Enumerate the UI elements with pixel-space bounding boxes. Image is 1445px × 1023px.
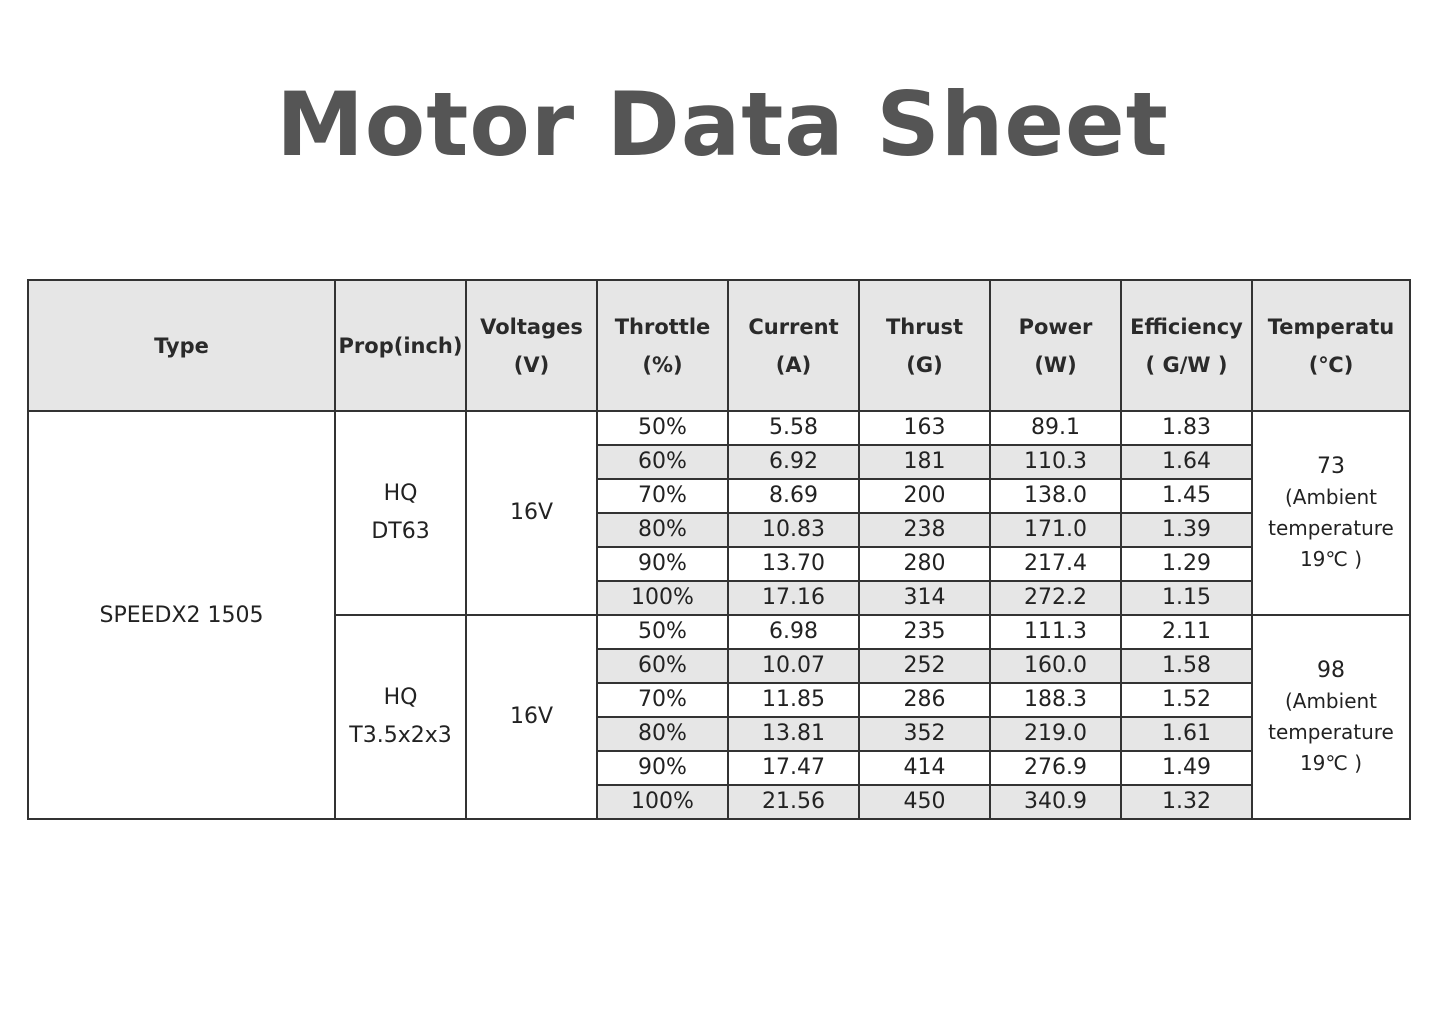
power-cell: 272.2 (990, 581, 1121, 615)
throttle-cell: 80% (597, 717, 728, 751)
efficiency-cell: 1.15 (1121, 581, 1252, 615)
thrust-cell: 238 (859, 513, 990, 547)
thrust-cell: 280 (859, 547, 990, 581)
throttle-cell: 70% (597, 683, 728, 717)
thrust-cell: 181 (859, 445, 990, 479)
header-voltages: Voltages (V) (466, 280, 597, 411)
efficiency-cell: 1.61 (1121, 717, 1252, 751)
thrust-cell: 314 (859, 581, 990, 615)
throttle-cell: 60% (597, 445, 728, 479)
header-prop: Prop(inch) (335, 280, 466, 411)
motor-type-cell: SPEEDX2 1505 (28, 411, 335, 819)
current-cell: 5.58 (728, 411, 859, 445)
current-cell: 10.07 (728, 649, 859, 683)
prop-cell: HQ T3.5x2x3 (335, 615, 466, 819)
efficiency-cell: 1.83 (1121, 411, 1252, 445)
header-temperature: Temperatu (℃) (1252, 280, 1410, 411)
voltage-cell: 16V (466, 411, 597, 615)
power-cell: 138.0 (990, 479, 1121, 513)
throttle-cell: 80% (597, 513, 728, 547)
thrust-cell: 163 (859, 411, 990, 445)
current-cell: 17.16 (728, 581, 859, 615)
current-cell: 11.85 (728, 683, 859, 717)
current-cell: 10.83 (728, 513, 859, 547)
efficiency-cell: 1.52 (1121, 683, 1252, 717)
power-cell: 171.0 (990, 513, 1121, 547)
power-cell: 276.9 (990, 751, 1121, 785)
header-power: Power (W) (990, 280, 1121, 411)
efficiency-cell: 1.29 (1121, 547, 1252, 581)
throttle-cell: 50% (597, 411, 728, 445)
power-cell: 110.3 (990, 445, 1121, 479)
thrust-cell: 235 (859, 615, 990, 649)
thrust-cell: 286 (859, 683, 990, 717)
header-current: Current (A) (728, 280, 859, 411)
power-cell: 340.9 (990, 785, 1121, 819)
header-throttle: Throttle (%) (597, 280, 728, 411)
temperature-cell: 73 (Ambient temperature 19℃ ) (1252, 411, 1410, 615)
throttle-cell: 70% (597, 479, 728, 513)
throttle-cell: 100% (597, 785, 728, 819)
power-cell: 219.0 (990, 717, 1121, 751)
thrust-cell: 414 (859, 751, 990, 785)
header-type: Type (28, 280, 335, 411)
current-cell: 13.81 (728, 717, 859, 751)
current-cell: 13.70 (728, 547, 859, 581)
prop-cell: HQ DT63 (335, 411, 466, 615)
header-thrust: Thrust (G) (859, 280, 990, 411)
motor-data-table (27, 279, 1411, 820)
throttle-cell: 90% (597, 547, 728, 581)
efficiency-cell: 1.32 (1121, 785, 1252, 819)
efficiency-cell: 1.49 (1121, 751, 1252, 785)
table-row (28, 411, 1410, 445)
power-cell: 188.3 (990, 683, 1121, 717)
page-title: Motor Data Sheet (276, 73, 1169, 176)
efficiency-cell: 1.45 (1121, 479, 1252, 513)
thrust-cell: 200 (859, 479, 990, 513)
temperature-cell: 98 (Ambient temperature 19℃ ) (1252, 615, 1410, 819)
power-cell: 217.4 (990, 547, 1121, 581)
throttle-cell: 100% (597, 581, 728, 615)
current-cell: 21.56 (728, 785, 859, 819)
throttle-cell: 60% (597, 649, 728, 683)
header-efficiency: Efficiency ( G/W ) (1121, 280, 1252, 411)
current-cell: 8.69 (728, 479, 859, 513)
thrust-cell: 352 (859, 717, 990, 751)
throttle-cell: 90% (597, 751, 728, 785)
efficiency-cell: 1.58 (1121, 649, 1252, 683)
current-cell: 6.92 (728, 445, 859, 479)
thrust-cell: 450 (859, 785, 990, 819)
voltage-cell: 16V (466, 615, 597, 819)
power-cell: 111.3 (990, 615, 1121, 649)
power-cell: 89.1 (990, 411, 1121, 445)
efficiency-cell: 1.64 (1121, 445, 1252, 479)
efficiency-cell: 1.39 (1121, 513, 1252, 547)
thrust-cell: 252 (859, 649, 990, 683)
throttle-cell: 50% (597, 615, 728, 649)
header-row (28, 280, 1410, 411)
current-cell: 6.98 (728, 615, 859, 649)
efficiency-cell: 2.11 (1121, 615, 1252, 649)
power-cell: 160.0 (990, 649, 1121, 683)
current-cell: 17.47 (728, 751, 859, 785)
